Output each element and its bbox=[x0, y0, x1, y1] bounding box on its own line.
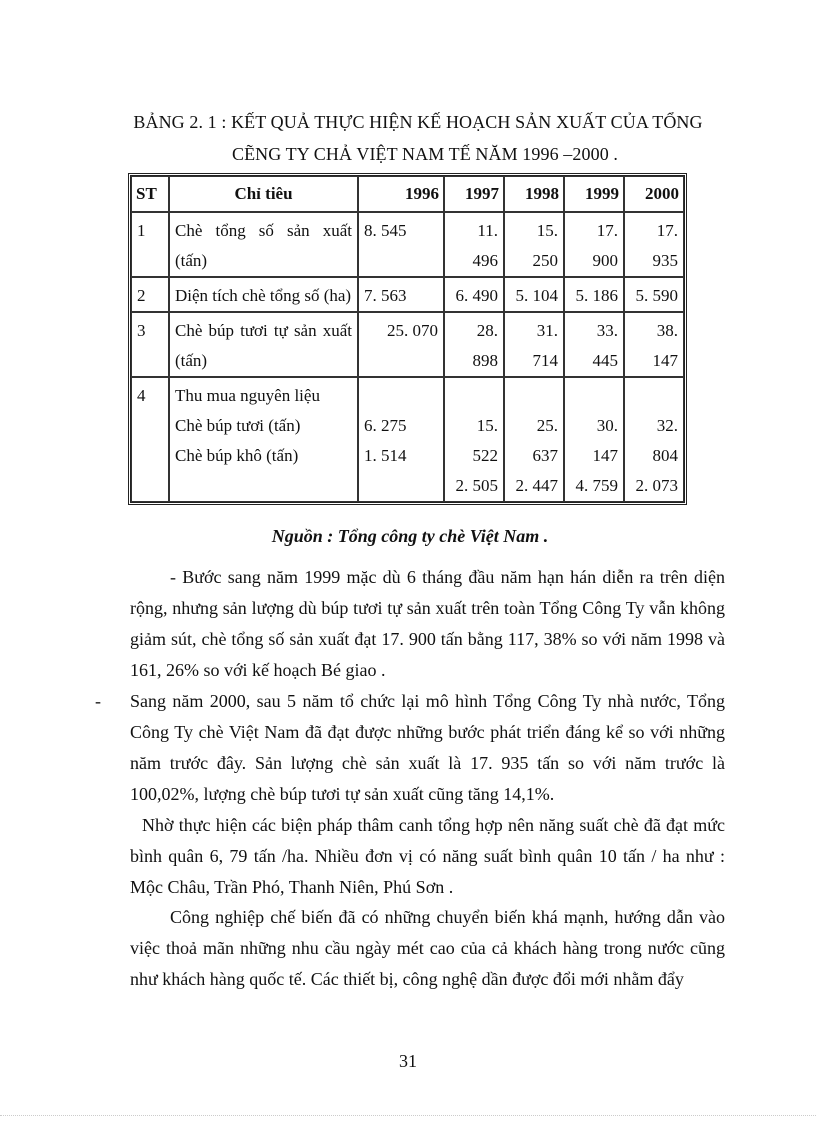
table-source: Nguồn : Tổng công ty chè Việt Nam . bbox=[271, 526, 549, 546]
table-row bbox=[131, 212, 684, 277]
header-1999: 1999 bbox=[564, 176, 624, 212]
cell-line: 4. 759 bbox=[575, 476, 618, 495]
table-title-line2: CẼNG TY CHẢ VIỆT NAM TẾ NĂM 1996 –2000 . bbox=[231, 144, 618, 164]
table-title-line1: BẢNG 2. 1 : KẾT QUẢ THỰC HIỆN KẾ HOẠCH SẢN XUẤT CỦA TỔNG bbox=[133, 112, 703, 132]
cell-2000: 17. 935 bbox=[624, 212, 684, 277]
cell-line: 6. 275 bbox=[364, 416, 407, 435]
cell-line: 1. 514 bbox=[364, 446, 407, 465]
cell-line: 2. 447 bbox=[515, 476, 558, 495]
cell-1997 bbox=[444, 377, 504, 502]
cell-line: 30. bbox=[596, 416, 618, 435]
cell-1998 bbox=[504, 377, 564, 502]
cell-line: 804 bbox=[652, 446, 678, 465]
row-stt: 1 bbox=[131, 212, 169, 277]
paragraph-productivity: Nhờ thực hiện các biện pháp thâm canh tổng hợp nên năng suất chè đã đạt mức bình quân 6, 79 tấn /ha. Nhiều đơn vị có năng suất bình quân 10 tấn / ha như : Mộc Châu, Trần Phó, Thanh Niên, Phú Sơn . bbox=[130, 815, 725, 897]
cell-2000 bbox=[624, 377, 684, 502]
cell-line: 2. 073 bbox=[635, 476, 678, 495]
page-number: 31 bbox=[399, 1051, 417, 1071]
row-indicator: Chè tổng số sản xuất (tấn) bbox=[169, 212, 358, 277]
cell-line: 2. 505 bbox=[455, 476, 498, 495]
paragraph-processing: Công nghiệp chế biến đã có những chuyển biến khá mạnh, hướng dẫn vào việc thoả mãn những nhu cầu ngày mét cao của cả khách hàng trong nước cũng như khách hàng quốc tế. Các thiết bị, công nghệ dần được đổi mới nhằm đẩy bbox=[130, 907, 725, 989]
cell-1996: 25. 070 bbox=[358, 312, 444, 377]
cell-1996: 8. 545 bbox=[358, 212, 444, 277]
cell-2000: 5. 590 bbox=[624, 277, 684, 312]
cell-1998: 31. 714 bbox=[504, 312, 564, 377]
page-bottom-divider bbox=[0, 1115, 816, 1116]
indicator-line: Chè búp khô (tấn) bbox=[175, 446, 299, 465]
table-row bbox=[131, 312, 684, 377]
cell-line: 147 bbox=[592, 446, 618, 465]
header-1998: 1998 bbox=[504, 176, 564, 212]
cell-1999 bbox=[564, 377, 624, 502]
cell-1997: 11. 496 bbox=[444, 212, 504, 277]
row-indicator: Diện tích chè tổng số (ha) bbox=[169, 277, 358, 312]
header-indicator: Chỉ tiêu bbox=[169, 176, 358, 212]
cell-1999: 33. 445 bbox=[564, 312, 624, 377]
cell-1999: 17. 900 bbox=[564, 212, 624, 277]
cell-line: 32. bbox=[656, 416, 678, 435]
indicator-line: Thu mua nguyên liệu bbox=[175, 386, 320, 405]
production-results-table bbox=[128, 173, 687, 505]
row-stt: 2 bbox=[131, 277, 169, 312]
indicator-line: Chè búp tươi (tấn) bbox=[175, 416, 301, 435]
cell-1997: 28. 898 bbox=[444, 312, 504, 377]
table-header-row bbox=[131, 176, 684, 212]
cell-1998: 5. 104 bbox=[504, 277, 564, 312]
header-stt: ST bbox=[131, 176, 169, 212]
paragraph-1999: - Bước sang năm 1999 mặc dù 6 tháng đầu năm hạn hán diễn ra trên diện rộng, nhưng sản lượng dù búp tươi tự sản xuất trên toàn Tổng Công Ty vẫn không giảm sút, chè tổng số sản xuất đạt 17. 900 tấn bằng 117, 38% so với năm 1998 và 161, 26% so với kế hoạch Bé giao . bbox=[130, 567, 725, 680]
row-stt: 4 bbox=[131, 377, 169, 502]
cell-2000: 38. 147 bbox=[624, 312, 684, 377]
header-1996: 1996 bbox=[358, 176, 444, 212]
cell-1998: 15. 250 bbox=[504, 212, 564, 277]
table-row bbox=[131, 277, 684, 312]
row-indicator bbox=[169, 377, 358, 502]
header-2000: 2000 bbox=[624, 176, 684, 212]
cell-1997: 6. 490 bbox=[444, 277, 504, 312]
cell-line: 25. bbox=[536, 416, 558, 435]
row-stt: 3 bbox=[131, 312, 169, 377]
cell-line: 522 bbox=[472, 446, 498, 465]
cell-line: 15. bbox=[476, 416, 498, 435]
cell-1999: 5. 186 bbox=[564, 277, 624, 312]
cell-1996: 7. 563 bbox=[358, 277, 444, 312]
header-1997: 1997 bbox=[444, 176, 504, 212]
cell-1996 bbox=[358, 377, 444, 502]
table-row bbox=[131, 377, 684, 502]
list-bullet: - bbox=[95, 691, 101, 711]
paragraph-2000: Sang năm 2000, sau 5 năm tổ chức lại mô hình Tổng Công Ty nhà nước, Tổng Công Ty chè Việt Nam đã đạt được những bước phát triển đáng kể so với những năm trước đây. Sản lượng chè sản xuất là 17. 935 tấn so với năm trước là 100,02%, lượng chè búp tươi tự sản xuất cũng tăng 14,1%. bbox=[130, 691, 725, 804]
row-indicator: Chè búp tươi tự sản xuất (tấn) bbox=[169, 312, 358, 377]
cell-line: 637 bbox=[532, 446, 558, 465]
